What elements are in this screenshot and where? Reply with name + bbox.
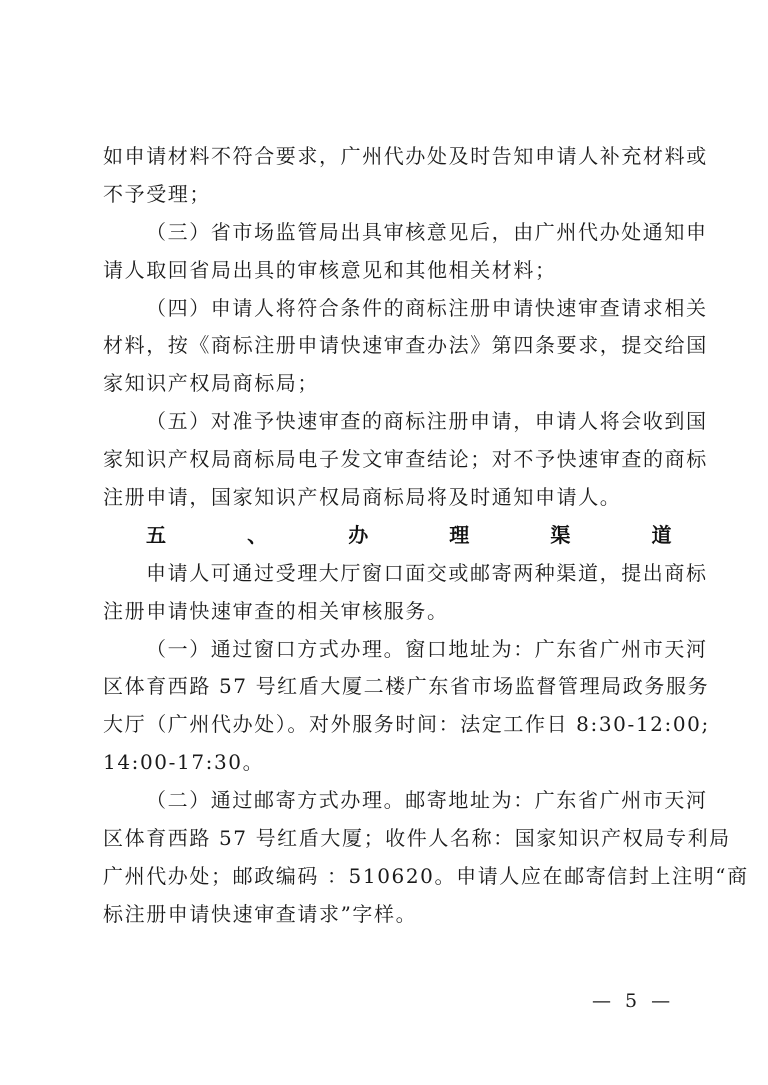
text-line: 广州代办处；邮政编码 ：510620。申请人应在邮寄信封上注明“商 [103, 863, 749, 888]
text-line: 请人取回省局出具的审核意见和其他相关材料； [103, 257, 557, 282]
text-line: 大厅（广州代办处）。对外服务时间：法定工作日 8:30-12:00; [103, 712, 710, 737]
document-body [103, 138, 749, 934]
text-line: （五）对准予快速审查的商标注册申请，申请人将会收到国 [146, 409, 708, 434]
text-line: （四）申请人将符合条件的商标注册申请快速审查请求相关 [146, 295, 708, 320]
text-line: 区体育西路 57 号红盾大厦；收件人名称：国家知识产权局专利局 [103, 826, 731, 851]
text-line: （一）通过窗口方式办理。窗口地址为：广东省广州市天河 [146, 636, 708, 661]
procedure-steps-section [103, 138, 708, 517]
text-line: （二）通过邮寄方式办理。邮寄地址为：广东省广州市天河 [146, 788, 708, 813]
text-line: 如申请材料不符合要求，广州代办处及时告知申请人补充材料或 [103, 144, 708, 168]
text-line: （三）省市场监管局出具审核意见后，由广州代办处通知申 [146, 219, 708, 244]
page-number: — 5 — [592, 990, 675, 1012]
text-line: 家知识产权局商标局电子发文审查结论；对不予快速审查的商标 [103, 447, 708, 472]
handling-channels-section [103, 555, 749, 934]
text-line: 注册申请，国家知识产权局商标局将及时通知申请人。 [103, 485, 622, 510]
section-heading: 五、办理渠道 [146, 522, 672, 547]
text-line: 材料，按《商标注册申请快速审查办法》第四条要求，提交给国 [103, 333, 708, 358]
text-line: 申请人可通过受理大厅窗口面交或邮寄两种渠道，提出商标 [146, 560, 708, 585]
text-line: 注册申请快速审查的相关审核服务。 [103, 598, 449, 623]
text-line: 14:00-17:30。 [103, 750, 265, 775]
text-line: 家知识产权局商标局； [103, 371, 319, 396]
text-line: 标注册申请快速审查请求”字样。 [103, 901, 418, 926]
text-line: 区体育西路 57 号红盾大厦二楼广东省市场监督管理局政务服务 [103, 674, 710, 699]
text-line: 不予受理； [103, 181, 211, 206]
